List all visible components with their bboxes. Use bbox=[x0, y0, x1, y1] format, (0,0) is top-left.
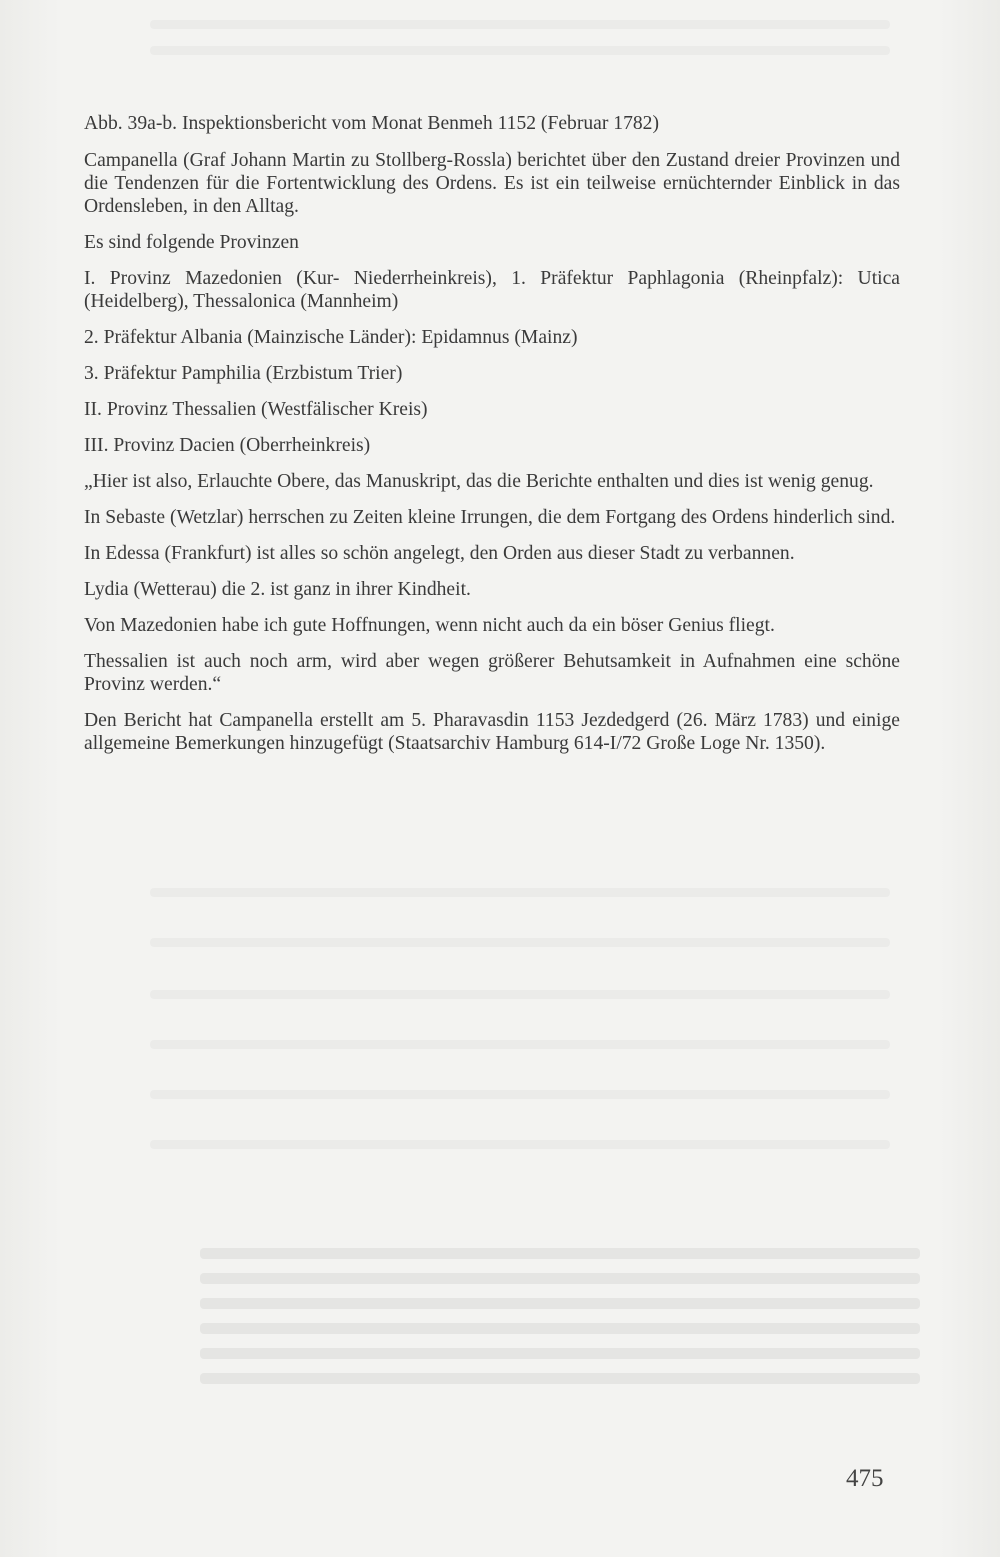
bleed-through-line bbox=[200, 1273, 920, 1284]
paragraph: II. Provinz Thessalien (Westfälischer Kreis) bbox=[84, 399, 428, 420]
paragraph: 2. Präfektur Albania (Mainzische Länder): Epidamnus (Mainz) bbox=[84, 327, 578, 348]
bleed-through-line bbox=[150, 938, 890, 947]
bleed-through-line bbox=[150, 1040, 890, 1049]
bleed-through-line bbox=[200, 1248, 920, 1259]
bleed-through-line bbox=[200, 1298, 920, 1309]
bleed-through-line bbox=[150, 990, 890, 999]
paragraph: I. Provinz Mazedonien (Kur- Niederrheinkreis), 1. Präfektur Paphlagonia (Rheinpfalz): Utica (Heidelberg), Thessalonica (Mannheim) bbox=[84, 268, 900, 312]
paragraph: Den Bericht hat Campanella erstellt am 5. Pharavasdin 1153 Jezdedgerd (26. März 1783) und einige allgemeine Bemerkungen hinzugefügt (Staatsarchiv Hamburg 614-I/72 Große Loge Nr. 1350). bbox=[84, 710, 900, 754]
bleed-through-line bbox=[200, 1323, 920, 1334]
bleed-through-line bbox=[150, 46, 890, 55]
paragraph: Campanella (Graf Johann Martin zu Stollberg-Rossla) berichtet über den Zustand dreier Provinzen und die Tendenzen für die Fortentwicklung des Ordens. Es ist ein teilweise ernüchternder Einblick in das Ordensleben, in den Alltag. bbox=[84, 150, 900, 217]
bleed-through-line bbox=[150, 1090, 890, 1099]
bleed-through-line bbox=[150, 888, 890, 897]
paragraph: Thessalien ist auch noch arm, wird aber wegen größerer Behutsamkeit in Aufnahmen eine schöne Provinz werden.“ bbox=[84, 651, 900, 695]
text-body bbox=[84, 112, 900, 768]
paragraph: In Edessa (Frankfurt) ist alles so schön angelegt, den Orden aus dieser Stadt zu verbannen. bbox=[84, 543, 795, 564]
figure-caption: Abb. 39a-b. Inspektionsbericht vom Monat Benmeh 1152 (Februar 1782) bbox=[84, 113, 660, 134]
paragraph: „Hier ist also, Erlauchte Obere, das Manuskript, das die Berichte enthalten und dies ist wenig genug. bbox=[84, 471, 874, 492]
paragraph: III. Provinz Dacien (Oberrheinkreis) bbox=[84, 435, 371, 456]
paragraph: In Sebaste (Wetzlar) herrschen zu Zeiten kleine Irrungen, die dem Fortgang des Ordens hinderlich sind. bbox=[84, 507, 896, 528]
bleed-through-line bbox=[200, 1373, 920, 1384]
paragraph: Von Mazedonien habe ich gute Hoffnungen, wenn nicht auch da ein böser Genius fliegt. bbox=[84, 615, 775, 636]
bleed-through-line bbox=[150, 1140, 890, 1149]
bleed-through-line bbox=[150, 20, 890, 29]
paragraph: 3. Präfektur Pamphilia (Erzbistum Trier) bbox=[84, 363, 403, 384]
page-number: 475 bbox=[846, 1465, 884, 1492]
paragraph: Lydia (Wetterau) die 2. ist ganz in ihrer Kindheit. bbox=[84, 579, 471, 600]
paragraph: Es sind folgende Provinzen bbox=[84, 232, 299, 253]
bleed-through-line bbox=[200, 1348, 920, 1359]
